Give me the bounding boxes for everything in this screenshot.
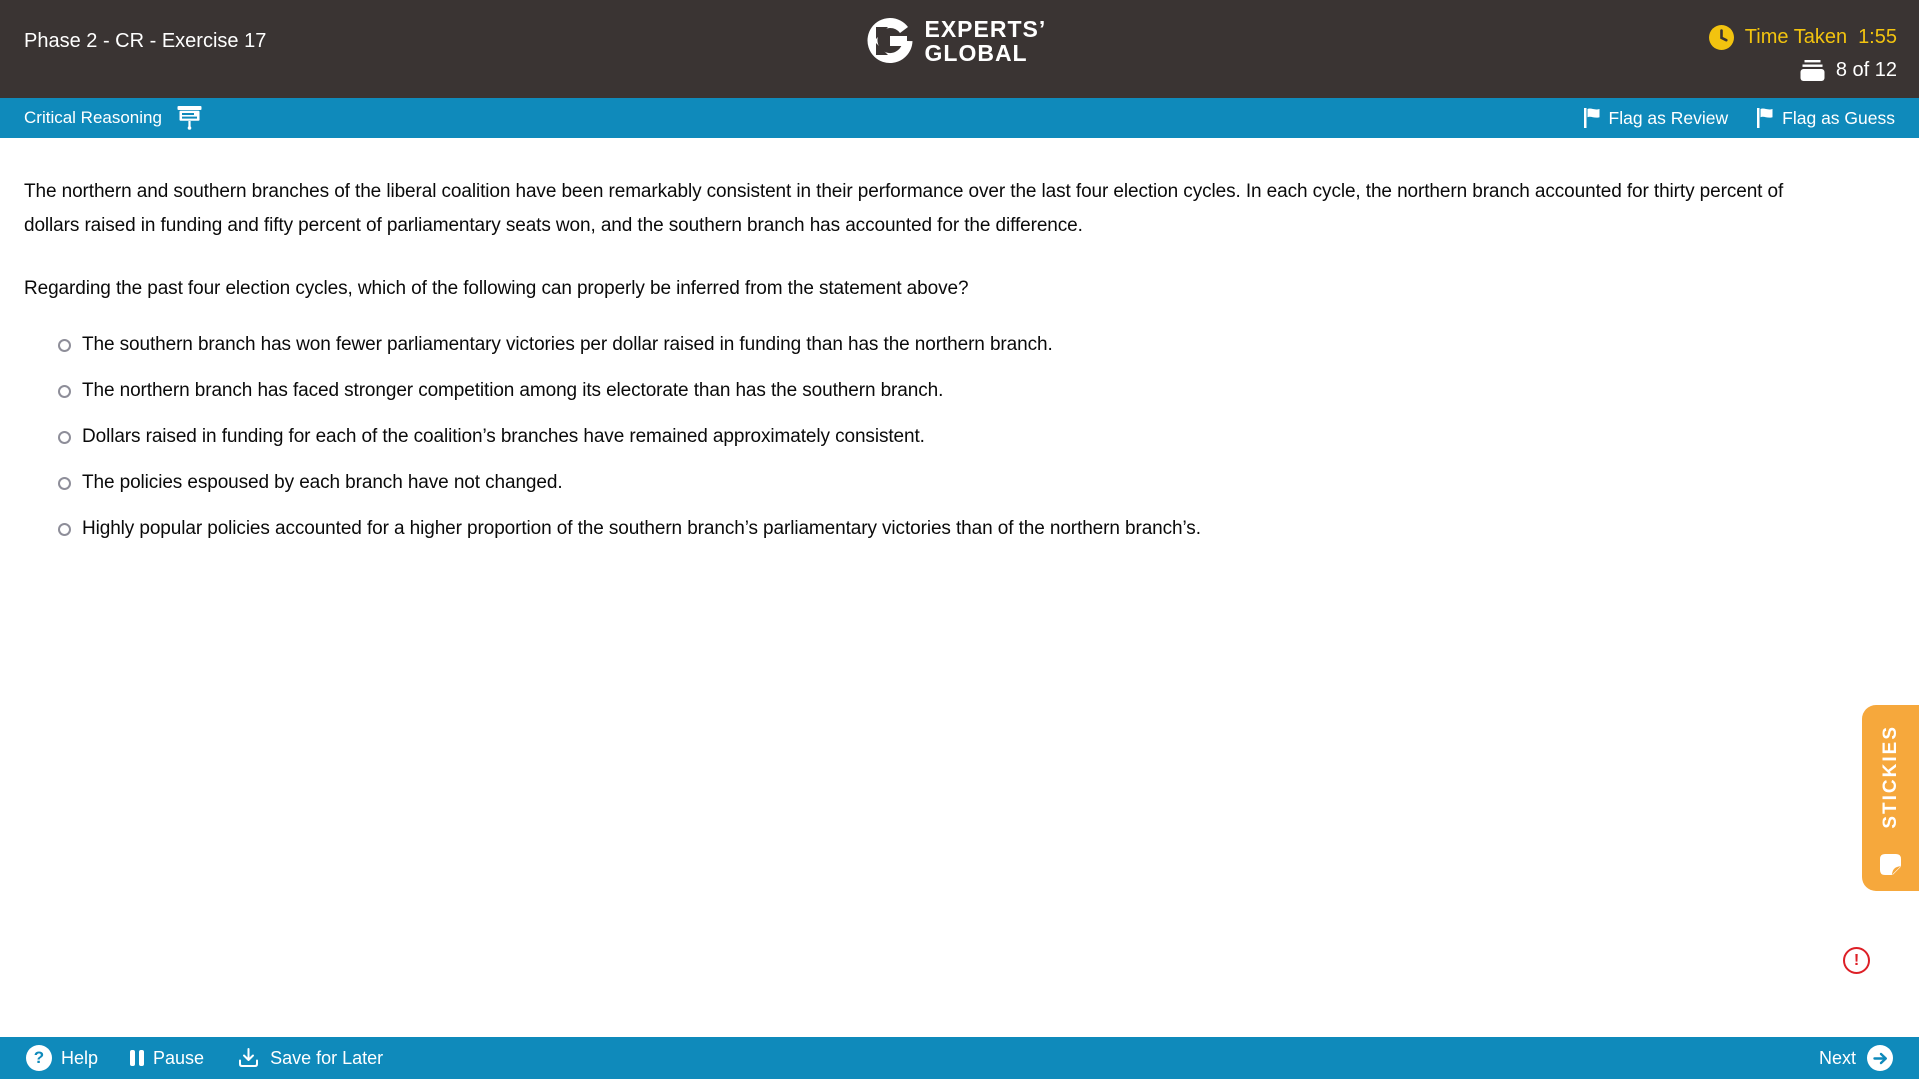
save-for-later-label: Save for Later: [270, 1047, 384, 1068]
whiteboard-icon[interactable]: [177, 106, 202, 130]
experts-global-logo: [866, 17, 1047, 65]
arrow-right-icon: [1867, 1045, 1893, 1071]
section-title: Critical Reasoning: [24, 108, 162, 127]
exclamation-glyph: !: [1853, 951, 1860, 969]
help-button[interactable]: [26, 1045, 98, 1071]
header-right: [1709, 0, 1897, 82]
time-taken-label: Time Taken: [1744, 26, 1848, 48]
time-taken-value: 1:55: [1858, 26, 1897, 48]
pause-icon: [130, 1050, 144, 1066]
clock-icon: [1709, 25, 1734, 50]
stack-icon: [1800, 60, 1825, 81]
answer-option-d[interactable]: [24, 460, 1895, 506]
logo-line1: EXPERTS’: [924, 16, 1047, 42]
question-stem: Regarding the past four election cycles, which of the following can properly be inferred from the statement above?: [24, 278, 969, 299]
option-text: The policies espoused by each branch have not changed.: [82, 472, 563, 493]
radio-button[interactable]: [58, 385, 71, 398]
pause-label: Pause: [153, 1047, 205, 1068]
section-bar: [0, 98, 1919, 138]
footer-bar: [0, 1037, 1919, 1079]
stickies-tab[interactable]: [1862, 705, 1919, 891]
top-header: [0, 0, 1919, 98]
option-text: Highly popular policies accounted for a higher proportion of the southern branch’s parliamentary victories than of the northern branch’s.: [82, 518, 1201, 539]
answer-option-b[interactable]: [24, 368, 1895, 414]
radio-button[interactable]: [58, 477, 71, 490]
answer-option-a[interactable]: [24, 322, 1895, 368]
flag-icon: [1756, 108, 1773, 128]
sticky-note-icon: [1877, 851, 1904, 878]
answer-option-e[interactable]: [24, 506, 1895, 552]
flag-as-review-button[interactable]: [1583, 108, 1729, 129]
flag-guess-label: Flag as Guess: [1782, 107, 1895, 128]
logo-line2: GLOBAL: [924, 40, 1028, 66]
next-button[interactable]: [1819, 1045, 1893, 1071]
logo-g-icon: [866, 17, 914, 65]
answer-option-c[interactable]: [24, 414, 1895, 460]
exercise-title: Phase 2 - CR - Exercise 17: [24, 30, 267, 52]
radio-button[interactable]: [58, 431, 71, 444]
stickies-label: STICKIES: [1879, 725, 1901, 829]
answer-options: [24, 322, 1895, 552]
save-for-later-button[interactable]: [236, 1047, 383, 1069]
question-stimulus: The northern and southern branches of the liberal coalition have been remarkably consistent in their performance over the last four election cycles. In each cycle, the northern branch accounted for thirty percent of dollars raised in funding and fifty percent of parliamentary seats won, and the southern branch has accounted for the difference.: [24, 181, 1784, 236]
option-text: The northern branch has faced stronger competition among its electorate than has the southern branch.: [82, 380, 944, 401]
pause-button[interactable]: [130, 1048, 204, 1069]
question-area: [0, 138, 1919, 1037]
flag-icon: [1583, 108, 1600, 128]
option-text: Dollars raised in funding for each of the coalition’s branches have remained approximately consistent.: [82, 426, 925, 447]
radio-button[interactable]: [58, 339, 71, 352]
report-problem-icon[interactable]: [1843, 947, 1870, 974]
radio-button[interactable]: [58, 523, 71, 536]
logo-wordmark: [925, 17, 1047, 65]
next-label: Next: [1818, 1047, 1856, 1068]
progress-label: 8 of 12: [1835, 59, 1897, 81]
question-progress: [1800, 59, 1897, 82]
download-icon: [236, 1047, 261, 1069]
option-text: The southern branch has won fewer parliamentary victories per dollar raised in funding than has the northern branch.: [82, 334, 1053, 355]
flag-review-label: Flag as Review: [1608, 107, 1729, 128]
help-label: Help: [61, 1047, 99, 1068]
flag-as-guess-button[interactable]: [1756, 108, 1895, 129]
footer-left: [26, 1045, 383, 1071]
help-icon: ?: [26, 1045, 52, 1071]
time-taken: [1709, 25, 1897, 50]
section-left: [24, 106, 202, 130]
flag-buttons: [1583, 108, 1895, 129]
